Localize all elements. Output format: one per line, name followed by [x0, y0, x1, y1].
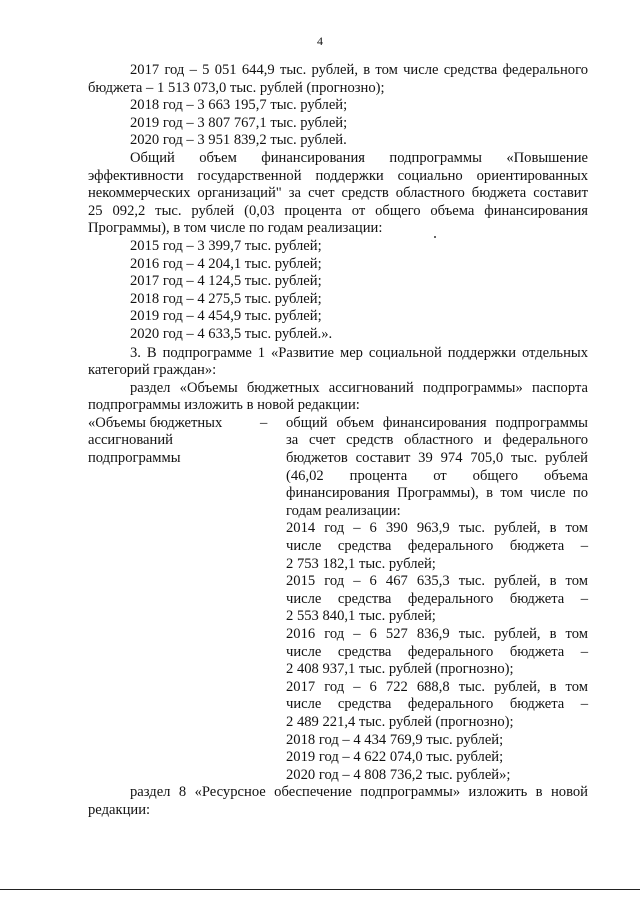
body-line: годам реализации:: [286, 502, 401, 519]
text-line: эффективности государственной поддержки социально ориентированных: [88, 167, 588, 184]
body-line: числе средства федерального бюджета –: [286, 590, 588, 607]
year-line: 2020 год – 4 633,5 тыс. рублей.».: [130, 325, 333, 342]
text-line: 25 092,2 тыс. рублей (0,03 процента от общего объема финансирования: [88, 202, 588, 219]
subprogram-funding-paragraph: [88, 150, 588, 344]
body-line: 2 489 221,4 тыс. рублей (прогнозно);: [286, 713, 514, 730]
text-line: подпрограммы изложить в новой редакции:: [88, 397, 360, 414]
body-line: общий объем финансирования подпрограммы: [286, 414, 588, 431]
text-line: Общий объем финансирования подпрограммы «Повышение: [130, 149, 588, 166]
body-line: 2020 год – 4 808 736,2 тыс. рублей»;: [286, 766, 511, 783]
section-3-paragraph: [88, 345, 588, 415]
text-line: 2018 год – 3 663 195,7 тыс. рублей;: [130, 97, 348, 114]
body-line: 2014 год – 6 390 963,9 тыс. рублей, в том: [286, 520, 588, 537]
year-line: 2019 год – 4 454,9 тыс. рублей;: [130, 308, 322, 325]
text-line: раздел «Объемы бюджетных ассигнований подпрограммы» паспорта: [130, 379, 588, 396]
passport-dash: –: [260, 414, 268, 431]
text-line: бюджета – 1 513 073,0 тыс. рублей (прогнозно);: [88, 79, 385, 96]
page-bottom-edge: [0, 889, 640, 890]
body-line: (46,02 процента от общего объема: [286, 467, 588, 484]
passport-label: [88, 415, 260, 784]
text-line: 3. В подпрограмме 1 «Развитие мер социальной поддержки отдельных: [130, 344, 588, 361]
body-line: 2 553 840,1 тыс. рублей;: [286, 608, 436, 625]
text-line: 2017 год – 5 051 644,9 тыс. рублей, в том числе средства федерального: [130, 62, 588, 78]
body-line: 2 408 937,1 тыс. рублей (прогнозно);: [286, 661, 514, 678]
passport-body: [286, 415, 588, 784]
text-line: 2019 год – 3 807 767,1 тыс. рублей;: [130, 114, 348, 131]
body-line: 2018 год – 4 434 769,9 тыс. рублей;: [286, 731, 504, 748]
body-line: 2 753 182,1 тыс. рублей;: [286, 555, 436, 572]
text-line: некоммерческих организаций" за счет средств областного бюджета составит: [88, 185, 588, 202]
label-line: подпрограммы: [88, 450, 181, 467]
body-line: 2017 год – 6 722 688,8 тыс. рублей, в том: [286, 678, 588, 695]
year-line: 2018 год – 4 275,5 тыс. рублей;: [130, 290, 322, 307]
body-line: за счет средств областного и федерального: [286, 432, 588, 449]
document-body: [88, 62, 588, 820]
body-line: бюджетов составит 39 974 705,0 тыс. рублей: [286, 450, 588, 467]
body-line: финансирования Программы), в том числе по: [286, 485, 588, 502]
body-line: числе средства федерального бюджета –: [286, 696, 588, 713]
label-line: «Объемы бюджетных: [88, 414, 223, 431]
body-line: 2015 год – 6 467 635,3 тыс. рублей, в том: [286, 573, 588, 590]
continuation-block: [88, 62, 588, 150]
body-line: 2016 год – 6 527 836,9 тыс. рублей, в том: [286, 626, 588, 642]
text-line: раздел 8 «Ресурсное обеспечение подпрограммы» изложить в новой: [130, 784, 588, 801]
year-line: 2016 год – 4 204,1 тыс. рублей;: [130, 255, 322, 272]
scan-speck: [434, 236, 436, 238]
year-line: 2017 год – 4 124,5 тыс. рублей;: [130, 273, 322, 290]
body-line: числе средства федерального бюджета –: [286, 538, 588, 555]
body-line: 2019 год – 4 622 074,0 тыс. рублей;: [286, 749, 504, 766]
passport-table: [88, 415, 588, 784]
text-line: 2020 год – 3 951 839,2 тыс. рублей.: [130, 132, 347, 149]
page-number: 4: [317, 34, 323, 48]
text-line: редакции:: [88, 801, 151, 818]
section-8-paragraph: [88, 784, 588, 819]
text-line: категорий граждан»:: [88, 362, 217, 379]
year-line: 2015 год – 3 399,7 тыс. рублей;: [130, 237, 322, 254]
label-line: ассигнований: [88, 432, 173, 449]
body-line: числе средства федерального бюджета –: [286, 643, 588, 660]
text-line: Программы), в том числе по годам реализации:: [88, 220, 383, 237]
